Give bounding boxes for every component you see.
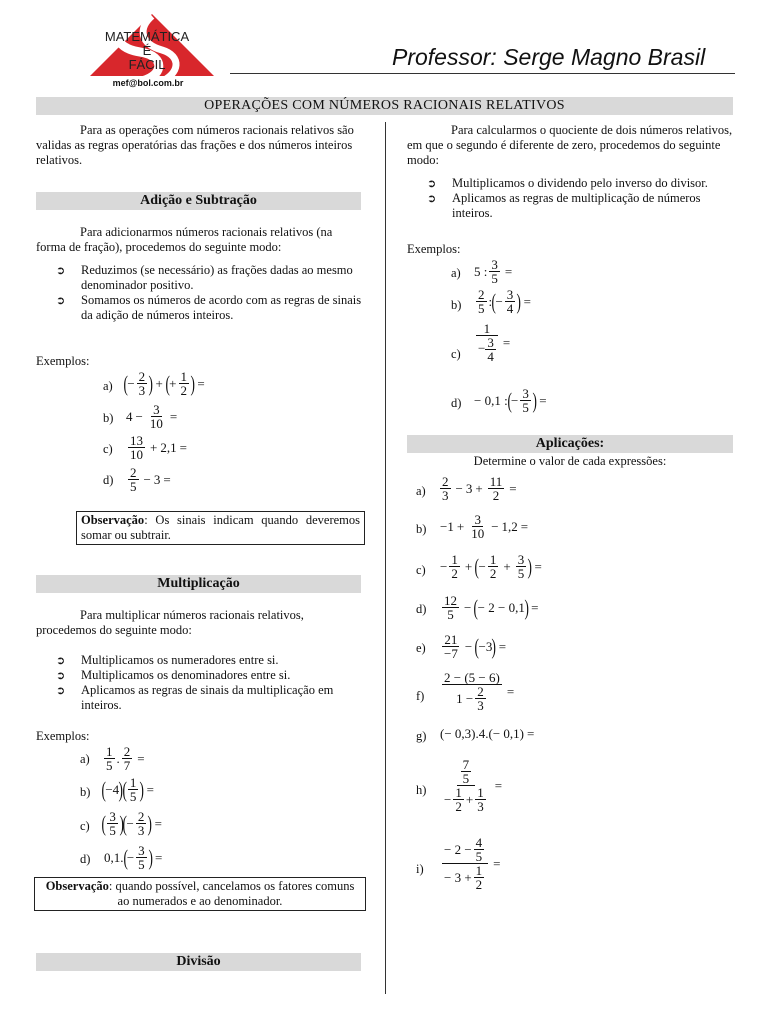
div-intro: Para calcularmos o quociente de dois números relativos, em que o segundo é diferente de zero, procedemos do seguinte modo: bbox=[407, 123, 733, 167]
examples-label: Exemplos: bbox=[407, 242, 461, 256]
list-item: ➲ Aplicamos as regras de multiplicação de números inteiros. bbox=[427, 191, 701, 220]
example-label: c) bbox=[451, 347, 461, 361]
exercise-label: d) bbox=[416, 602, 427, 616]
example-label: a) bbox=[451, 266, 461, 280]
arrow-icon: ➲ bbox=[56, 294, 66, 307]
logo bbox=[82, 8, 222, 93]
exercise-label: i) bbox=[416, 862, 424, 876]
observation-box-2 bbox=[34, 877, 366, 911]
arrow-icon: ➲ bbox=[56, 684, 66, 697]
list-item: ➲ Reduzimos (se necessário) as frações dadas ao mesmo denominador positivo. bbox=[56, 263, 353, 292]
list-item: ➲ Multiplicamos os denominadores entre si. bbox=[56, 668, 291, 682]
math-expression: $\frac{13}{10}$ + 2,1 = bbox=[130, 433, 187, 462]
logo-line-2: É bbox=[142, 43, 152, 58]
math-expression: ( $\frac{3}{5}$ ) ( − $\frac{2}{3}$ ) = bbox=[101, 809, 162, 838]
math-expression: 2 − (5 − 6) 1 − $\frac{2}{3}$ = bbox=[444, 670, 515, 713]
math-expression: ( −4 ) ( $\frac{1}{5}$ ) = bbox=[101, 775, 154, 804]
list-item: ➲ Multiplicamos o dividendo pelo inverso do divisor. bbox=[427, 176, 708, 190]
obs-label: Observação bbox=[81, 513, 145, 527]
examples-label: Exemplos: bbox=[36, 729, 90, 743]
exercise-label: e) bbox=[416, 641, 426, 655]
math-expression: − 0,1 : ( − $\frac{3}{5}$ ) = bbox=[474, 386, 547, 415]
example-label: a) bbox=[80, 752, 90, 766]
mult-bullets bbox=[36, 653, 366, 713]
math-expression: ( − $\frac{2}{3}$ ) + ( + $\frac{1}{2}$ ) = bbox=[123, 369, 205, 398]
exercise-label: f) bbox=[416, 689, 425, 703]
example-label: c) bbox=[103, 442, 113, 456]
professor-name: Professor: Serge Magno Brasil bbox=[392, 44, 706, 70]
example-label: b) bbox=[80, 785, 91, 799]
exercise-label: a) bbox=[416, 484, 426, 498]
example-label: c) bbox=[80, 819, 90, 833]
obs-label: Observação bbox=[45, 879, 109, 893]
observation-box-1 bbox=[76, 511, 365, 545]
example-label: d) bbox=[80, 852, 91, 866]
div-bullets bbox=[407, 176, 737, 221]
math-expression: $\frac{2}{5}$ − 3 = bbox=[130, 465, 171, 494]
math-expression: − 2 − $\frac{4}{5}$ − 3 + $\frac{1}{2}$ = bbox=[444, 835, 501, 892]
math-expression: 5 : $\frac{3}{5}$ = bbox=[474, 257, 513, 286]
exercise-label: c) bbox=[416, 563, 426, 577]
logo-email: mef@bol.com.br bbox=[112, 78, 184, 88]
list-item: ➲ Aplicamos as regras de sinais da multiplicação em inteiros. bbox=[56, 683, 334, 712]
math-expression: $\frac{21}{-7}$ − ( −3 ) = bbox=[444, 632, 507, 661]
example-label: a) bbox=[103, 379, 113, 393]
mult-intro: Para multiplicar números racionais relativos, procedemos do seguinte modo: bbox=[36, 608, 304, 637]
section-aplicacoes: Aplicações: bbox=[407, 435, 733, 453]
arrow-icon: ➲ bbox=[56, 654, 66, 667]
page-title: OPERAÇÕES COM NÚMEROS RACIONAIS RELATIVOS bbox=[36, 97, 733, 115]
section-divisao: Divisão bbox=[36, 953, 361, 971]
example-label: d) bbox=[451, 396, 462, 410]
math-expression: $\frac{12}{5}$ − ( − 2 − 0,1 ) = bbox=[444, 593, 539, 622]
example-label: b) bbox=[451, 298, 462, 312]
math-expression: 4 − $\frac{3}{10}$ = bbox=[126, 402, 178, 431]
math-expression: $\frac{1}{5}$ . $\frac{2}{7}$ = bbox=[106, 744, 145, 773]
section-multiplicacao: Multiplicação bbox=[36, 575, 361, 593]
example-label: d) bbox=[103, 473, 114, 487]
list-item: ➲ Somamos os números de acordo com as regras de sinais da adição de números inteiros. bbox=[56, 293, 362, 322]
obs-text: : Os sinais indicam quando deveremos somar ou subtrair. bbox=[81, 513, 360, 542]
exercise-label: g) bbox=[416, 729, 427, 743]
math-expression: − $\frac{1}{2}$ + ( − $\frac{1}{2}$ + $\frac{3}{5}$ ) = bbox=[440, 552, 542, 581]
arrow-icon: ➲ bbox=[56, 669, 66, 682]
apl-intro: Determine o valor de cada expressões: bbox=[473, 454, 667, 468]
exercise-label: b) bbox=[416, 522, 427, 536]
intro-paragraph: Para as operações com números racionais relativos são validas as regras operatórias das frações e dos números inteiros relativos. bbox=[36, 123, 354, 167]
math-expression: (− 0,3).4.(− 0,1) = bbox=[440, 726, 535, 741]
math-expression: −1 + $\frac{3}{10}$ − 1,2 = bbox=[440, 512, 529, 541]
list-item: ➲ Multiplicamos os numeradores entre si. bbox=[56, 653, 279, 667]
obs-text: : quando possível, cancelamos os fatores comuns ao numerados e ao denominador. bbox=[108, 879, 355, 908]
exercise-label: h) bbox=[416, 783, 427, 797]
example-label: b) bbox=[103, 411, 114, 425]
column-divider bbox=[385, 122, 386, 994]
logo-line-3: FÁCIL bbox=[128, 57, 166, 72]
math-expression: $\frac{7}{5}$ − $\frac{1}{2}$ + $\frac{1}{3}$ = bbox=[444, 757, 503, 814]
header-divider bbox=[230, 73, 735, 74]
add-intro: Para adicionarmos números racionais relativos (na forma de fração), procedemos do seguinte modo: bbox=[36, 225, 333, 254]
examples-label: Exemplos: bbox=[36, 354, 90, 368]
math-expression: 0,1. ( − $\frac{3}{5}$ ) = bbox=[104, 843, 163, 872]
math-expression: 1 − $\frac{3}{4}$ = bbox=[478, 321, 511, 364]
math-expression: $\frac{2}{3}$ − 3 + $\frac{11}{2}$ = bbox=[442, 474, 517, 503]
arrow-icon: ➲ bbox=[427, 192, 437, 205]
add-bullets bbox=[36, 263, 366, 323]
section-adicao: Adição e Subtração bbox=[36, 192, 361, 210]
arrow-icon: ➲ bbox=[427, 177, 437, 190]
logo-line-1: MATEMÁTICA bbox=[104, 29, 190, 44]
arrow-icon: ➲ bbox=[56, 264, 66, 277]
math-expression: $\frac{2}{5}$ : ( − $\frac{3}{4}$ ) = bbox=[478, 287, 531, 316]
